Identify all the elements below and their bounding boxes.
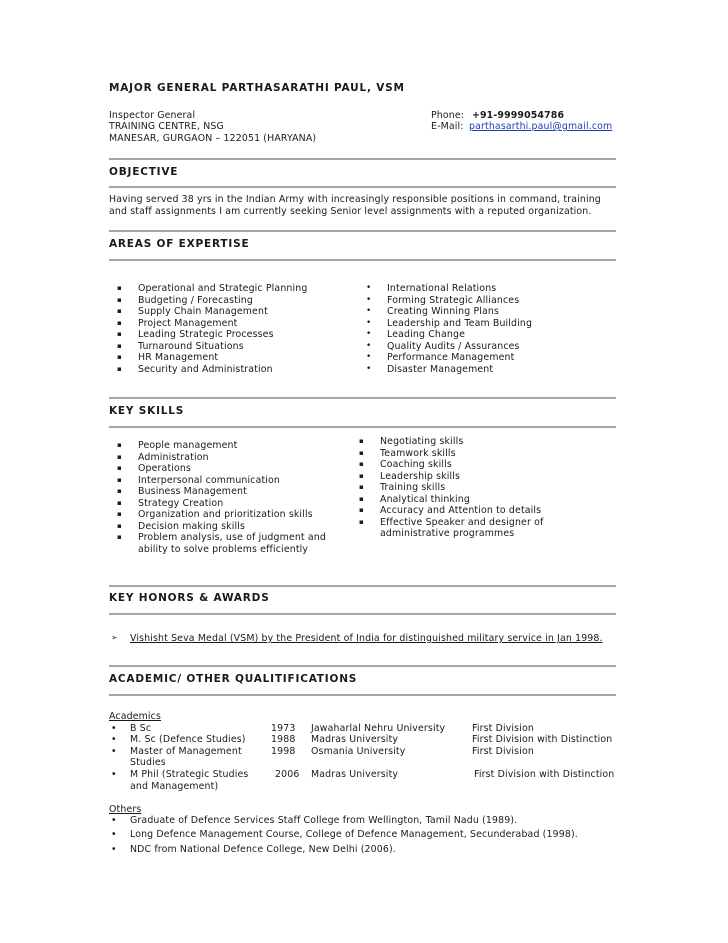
square-bullet-icon: ▪ xyxy=(117,295,122,304)
list-item xyxy=(359,471,543,483)
round-bullet-icon: • xyxy=(366,317,372,328)
degree-result: First Division with Distinction xyxy=(474,769,615,780)
degree-university: Osmania University xyxy=(311,746,406,757)
list-item-label: Supply Chain Management xyxy=(138,306,268,317)
list-item xyxy=(359,448,543,460)
round-bullet-icon: • xyxy=(111,723,117,734)
degree-name: B Sc xyxy=(130,723,152,734)
list-item xyxy=(359,494,543,506)
list-item xyxy=(117,509,326,521)
list-item xyxy=(366,306,532,318)
list-item xyxy=(117,521,326,533)
square-bullet-icon: ▪ xyxy=(359,448,364,457)
list-item xyxy=(366,295,532,307)
list-item-label: HR Management xyxy=(138,352,219,363)
list-item xyxy=(359,459,543,471)
phone-value: +91-9999054786 xyxy=(472,110,565,121)
others-label: Others xyxy=(109,804,142,815)
round-bullet-icon: • xyxy=(111,829,117,840)
section-divider xyxy=(109,230,616,232)
list-item xyxy=(117,352,307,364)
list-item xyxy=(117,498,326,510)
list-item xyxy=(366,352,532,364)
list-item xyxy=(117,486,326,498)
list-item xyxy=(117,329,307,341)
round-bullet-icon: • xyxy=(366,294,372,305)
list-item xyxy=(117,440,326,452)
degree-result: First Division xyxy=(472,746,534,757)
section-divider xyxy=(109,158,616,160)
square-bullet-icon: ▪ xyxy=(117,521,122,530)
degree-result: First Division xyxy=(472,723,534,734)
honor-item: Vishisht Seva Medal (VSM) by the President of India for distinguished military service in Jan 1998. xyxy=(130,633,603,644)
round-bullet-icon: • xyxy=(111,769,117,780)
list-item xyxy=(117,364,307,376)
address-line-2: TRAINING CENTRE, NSG xyxy=(109,121,224,132)
list-item xyxy=(359,517,543,529)
section-divider xyxy=(109,694,616,696)
square-bullet-icon: ▪ xyxy=(117,330,122,338)
square-bullet-icon: ▪ xyxy=(359,471,364,480)
section-divider xyxy=(109,585,616,587)
email-label: E-Mail: xyxy=(431,121,464,132)
degree-name: M. Sc (Defence Studies) xyxy=(130,734,246,745)
list-item-label: Administration xyxy=(138,451,209,463)
section-divider xyxy=(109,397,616,399)
list-item-label: Teamwork skills xyxy=(380,447,456,459)
square-bullet-icon: ▪ xyxy=(117,498,122,507)
list-item-label: Leadership and Team Building xyxy=(387,317,533,329)
list-item-label: Security and Administration xyxy=(138,363,273,375)
degree-university: Madras University xyxy=(311,734,399,745)
degree-year: 1988 xyxy=(271,734,296,745)
degree-result: First Division with Distinction xyxy=(472,734,613,745)
round-bullet-icon: • xyxy=(111,734,117,745)
round-bullet-icon: • xyxy=(111,815,117,826)
skills-list-left xyxy=(117,440,326,555)
list-item-label: Organization and prioritization skills xyxy=(138,509,313,520)
square-bullet-icon: ▪ xyxy=(117,284,122,292)
round-bullet-icon: • xyxy=(111,844,117,855)
list-item xyxy=(359,505,543,517)
list-item xyxy=(366,329,532,341)
list-item-label: Interpersonal communication xyxy=(138,474,281,486)
degree-university: Jawaharlal Nehru University xyxy=(311,723,446,734)
list-item-label: Leadership skills xyxy=(380,470,461,482)
list-item-label: Project Management xyxy=(138,317,238,329)
list-item-label: Accuracy and Attention to details xyxy=(380,505,542,516)
list-item-label: Creating Winning Plans xyxy=(387,306,500,317)
list-item-label: Disaster Management xyxy=(387,363,494,375)
list-item-label: Performance Management xyxy=(387,352,515,363)
list-item-label: Coaching skills xyxy=(380,459,452,470)
list-item-label: Turnaround Situations xyxy=(138,340,244,352)
degree-name: Master of Management xyxy=(130,746,242,757)
list-item-label: Strategy Creation xyxy=(138,497,224,509)
list-item xyxy=(117,463,326,475)
academics-label: Academics xyxy=(109,711,161,722)
square-bullet-icon: ▪ xyxy=(117,533,122,541)
square-bullet-icon: ▪ xyxy=(117,318,122,327)
skills-heading: KEY SKILLS xyxy=(109,405,185,417)
degree-name: M Phil (Strategic Studies xyxy=(130,769,249,780)
list-item-label: Training skills xyxy=(380,482,446,493)
square-bullet-icon: ▪ xyxy=(359,517,364,526)
section-divider xyxy=(109,613,616,615)
degree-year: 1998 xyxy=(271,746,296,757)
section-divider xyxy=(109,665,616,667)
square-bullet-icon: ▪ xyxy=(359,483,364,491)
list-item xyxy=(117,306,307,318)
list-item xyxy=(359,482,543,494)
degree-university: Madras University xyxy=(311,769,399,780)
arrow-bullet-icon: ➢ xyxy=(111,633,118,642)
list-item-label: Business Management xyxy=(138,486,247,497)
list-item-label: Analytical thinking xyxy=(380,493,470,505)
list-item xyxy=(117,283,307,295)
list-item-label: Leading Change xyxy=(387,329,465,340)
list-item-continuation xyxy=(117,544,326,556)
square-bullet-icon: ▪ xyxy=(117,341,122,350)
address-line-3: MANESAR, GURGAON – 122051 (HARYANA) xyxy=(109,133,317,144)
other-qualification: Long Defence Management Course, College of Defence Management, Secunderabad (1998). xyxy=(130,829,578,840)
skills-list-right xyxy=(359,436,543,540)
round-bullet-icon: • xyxy=(366,363,372,374)
square-bullet-icon: ▪ xyxy=(117,510,122,518)
round-bullet-icon: • xyxy=(366,340,372,351)
list-item-label: Negotiating skills xyxy=(380,436,464,447)
square-bullet-icon: ▪ xyxy=(117,364,122,373)
list-item-label: Operational and Strategic Planning xyxy=(138,283,308,294)
list-item-label: Forming Strategic Alliances xyxy=(387,294,520,306)
square-bullet-icon: ▪ xyxy=(117,353,122,361)
square-bullet-icon: ▪ xyxy=(117,464,122,472)
square-bullet-icon: ▪ xyxy=(359,437,364,445)
list-item xyxy=(117,295,307,307)
expertise-list-left xyxy=(117,283,307,375)
list-item xyxy=(366,364,532,376)
phone-label: Phone: xyxy=(431,110,465,121)
section-divider xyxy=(109,259,616,261)
list-item xyxy=(117,318,307,330)
list-item-label: Leading Strategic Processes xyxy=(138,329,274,340)
degree-name-continuation: and Management) xyxy=(130,781,219,792)
list-item-label: Problem analysis, use of judgment and xyxy=(138,532,326,543)
email-link[interactable]: parthasarthi.paul@gmail.com xyxy=(469,121,613,132)
list-item-continuation xyxy=(359,528,543,540)
list-item-label: Operations xyxy=(138,463,192,474)
section-divider xyxy=(109,186,616,188)
objective-line-1: Having served 38 yrs in the Indian Army with increasingly responsible positions in command, training xyxy=(109,194,601,205)
list-item-label: Budgeting / Forecasting xyxy=(138,294,253,306)
list-item-label: ability to solve problems efficiently xyxy=(138,543,309,555)
round-bullet-icon: • xyxy=(366,283,372,293)
honors-heading: KEY HONORS & AWARDS xyxy=(109,592,270,604)
degree-year: 2006 xyxy=(275,769,300,780)
other-qualification: NDC from National Defence College, New Delhi (2006). xyxy=(130,844,396,855)
other-qualification: Graduate of Defence Services Staff College from Wellington, Tamil Nadu (1989). xyxy=(130,815,518,826)
round-bullet-icon: • xyxy=(366,306,372,316)
qualifications-heading: ACADEMIC/ OTHER QUALITIFICATIONS xyxy=(109,673,358,685)
expertise-heading: AREAS OF EXPERTISE xyxy=(109,238,250,250)
list-item xyxy=(117,452,326,464)
square-bullet-icon: ▪ xyxy=(359,460,364,468)
list-item xyxy=(117,532,326,544)
list-item xyxy=(366,283,532,295)
round-bullet-icon: • xyxy=(366,352,372,362)
square-bullet-icon: ▪ xyxy=(359,494,364,503)
list-item xyxy=(366,341,532,353)
address-line-1: Inspector General xyxy=(109,110,196,121)
candidate-name: MAJOR GENERAL PARTHASARATHI PAUL, VSM xyxy=(109,82,405,94)
list-item-label: People management xyxy=(138,440,238,451)
list-item-label: Quality Audits / Assurances xyxy=(387,340,520,352)
list-item-label: Decision making skills xyxy=(138,520,245,532)
square-bullet-icon: ▪ xyxy=(117,487,122,495)
round-bullet-icon: • xyxy=(111,746,117,757)
objective-heading: OBJECTIVE xyxy=(109,166,179,178)
list-item-label: administrative programmes xyxy=(380,528,515,539)
section-divider xyxy=(109,426,616,428)
degree-name-continuation: Studies xyxy=(130,757,166,768)
square-bullet-icon: ▪ xyxy=(117,475,122,484)
list-item-label: Effective Speaker and designer of xyxy=(380,516,544,528)
list-item xyxy=(366,318,532,330)
list-item xyxy=(117,341,307,353)
list-item xyxy=(359,436,543,448)
round-bullet-icon: • xyxy=(366,329,372,339)
degree-year: 1973 xyxy=(271,723,296,734)
square-bullet-icon: ▪ xyxy=(117,307,122,315)
square-bullet-icon: ▪ xyxy=(117,441,122,449)
objective-line-2: and staff assignments I am currently seeking Senior level assignments with a reputed organization. xyxy=(109,206,592,217)
square-bullet-icon: ▪ xyxy=(117,452,122,461)
square-bullet-icon: ▪ xyxy=(359,506,364,514)
list-item xyxy=(117,475,326,487)
expertise-list-right xyxy=(366,283,532,375)
list-item-label: International Relations xyxy=(387,283,497,294)
